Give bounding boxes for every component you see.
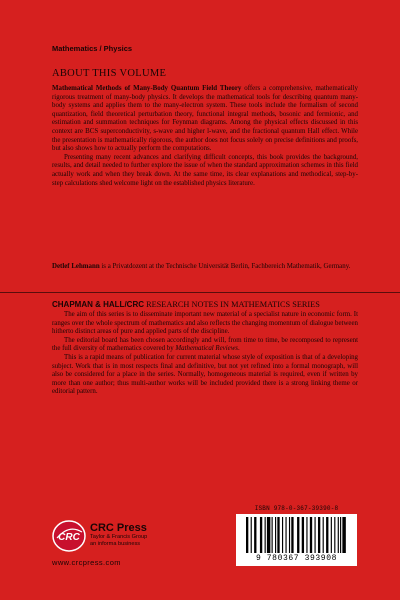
- barcode-bar: [318, 517, 320, 553]
- category-label: Mathematics / Physics: [52, 44, 133, 53]
- about-paragraph-1: [52, 85, 358, 154]
- crc-logo-icon: [52, 520, 86, 552]
- barcode-bar: [277, 517, 279, 553]
- barcode-bar: [302, 517, 304, 553]
- series-paragraph-2-text: The editorial board has been chosen accordingly and will, from time to time, be recomposed to represent the full diversity of mathematics covered by: [52, 336, 358, 353]
- barcode: [236, 514, 357, 566]
- about-heading: ABOUT THIS VOLUME: [52, 68, 167, 79]
- barcode-bar: [260, 517, 262, 553]
- barcode-digits: 9 780367 393908: [255, 554, 337, 563]
- author-bio-text: is a Privatdozent at the Technische Universität Berlin, Fachbereich Mathematik, Germany.: [99, 263, 351, 270]
- barcode-bar: [334, 517, 335, 553]
- about-paragraph-1-text: offers a comprehensive, mathematically rigorous treatment of many-body physics. It develops the mathematical tools for describing quantum many-body systems and applies them to the many-electron system. These tools include the formalism of second quantization, field theoretical perturbation theory, functional integral methods, bosonic and fermionic, and estimation and summation techniques for Feynman diagrams. Among the physical effects discussed in this context are BCS superconductivity, s-wave and higher l-wave, and the fractional quantum Hall effect. While the presentation is mathematically rigorous, the author does not focus solely on precise definitions and proofs, but also shows how to actually perform the computations.: [52, 85, 358, 153]
- about-paragraph-2: Presenting many recent advances and clarifying difficult concepts, this book provides the background, results, and detail needed to further explore the issue of when the standard approximation schemes in this field actually work and when they break down. At the same time, its clear explanations and methodical, step-by-step calculations shed welcome light on the established physics literature.: [52, 153, 358, 187]
- series-body: [52, 311, 358, 397]
- barcode-bar: [282, 517, 283, 553]
- barcode-bar: [326, 517, 328, 553]
- barcode-bar: [267, 517, 270, 553]
- barcode-bar: [246, 517, 248, 553]
- crc-logo-text: CRC: [58, 532, 80, 543]
- barcode-bar: [251, 517, 252, 553]
- book-title: Mathematical Methods of Many-Body Quantum Field Theory: [52, 85, 242, 92]
- barcode-bar: [306, 517, 307, 553]
- barcode-bar: [331, 517, 332, 553]
- barcode-bar: [342, 517, 345, 553]
- series-heading: [52, 300, 320, 309]
- publisher-website: www.crcpress.com: [52, 558, 121, 567]
- barcode-bar: [254, 517, 256, 553]
- barcode-bars-icon: [246, 517, 347, 553]
- barcode-bar: [289, 517, 290, 553]
- barcode-bar: [338, 517, 339, 553]
- series-paragraph-2-end: .: [238, 345, 240, 353]
- mathematical-reviews: Mathematical Reviews: [175, 345, 238, 353]
- author-name: Detlef Lehmann: [52, 263, 100, 270]
- barcode-bar: [272, 517, 273, 553]
- barcode-bar: [340, 517, 341, 553]
- publisher-line-2: an informa business: [90, 540, 141, 547]
- series-publisher-label: CHAPMAN & HALL/CRC: [52, 300, 144, 309]
- publisher-line-1: Taylor & Francis Group: [90, 534, 148, 540]
- section-divider: [0, 292, 400, 293]
- series-paragraph-1: The aim of this series is to disseminate important new material of a specialist nature in economic form. It ranges over the whole spectrum of mathematics and also reflects the changing momentum of dialogue between hitherto distinct areas of pure and applied parts of the discipline.: [52, 311, 358, 336]
- publisher-block: [90, 522, 147, 548]
- author-bio: [52, 263, 358, 272]
- barcode-bar: [297, 517, 299, 553]
- barcode-bar: [314, 517, 315, 553]
- barcode-bar: [285, 517, 286, 553]
- about-body: [52, 85, 358, 188]
- series-paragraph-2: [52, 337, 358, 354]
- publisher-name: CRC Press: [90, 522, 147, 534]
- barcode-bar: [275, 517, 276, 553]
- series-heading-text: RESEARCH NOTES IN MATHEMATICS SERIES: [144, 300, 320, 309]
- barcode-bar: [291, 517, 293, 553]
- barcode-bar: [310, 517, 312, 553]
- barcode-bar: [323, 517, 324, 553]
- isbn-label: ISBN 978-0-367-39390-8: [254, 505, 339, 512]
- barcode-bar: [265, 517, 266, 553]
- series-paragraph-3: This is a rapid means of publication for current material whose style of exposition is that of a developing subject. Work that is in most respects final and definitive, but not yet refined into a formal monograph, will also be considered for a place in the series. Normally, homogeneous material is required, even if written by more than one author; thus multi-author works will be included provided there is a strong linking theme or editorial pattern.: [52, 353, 358, 396]
